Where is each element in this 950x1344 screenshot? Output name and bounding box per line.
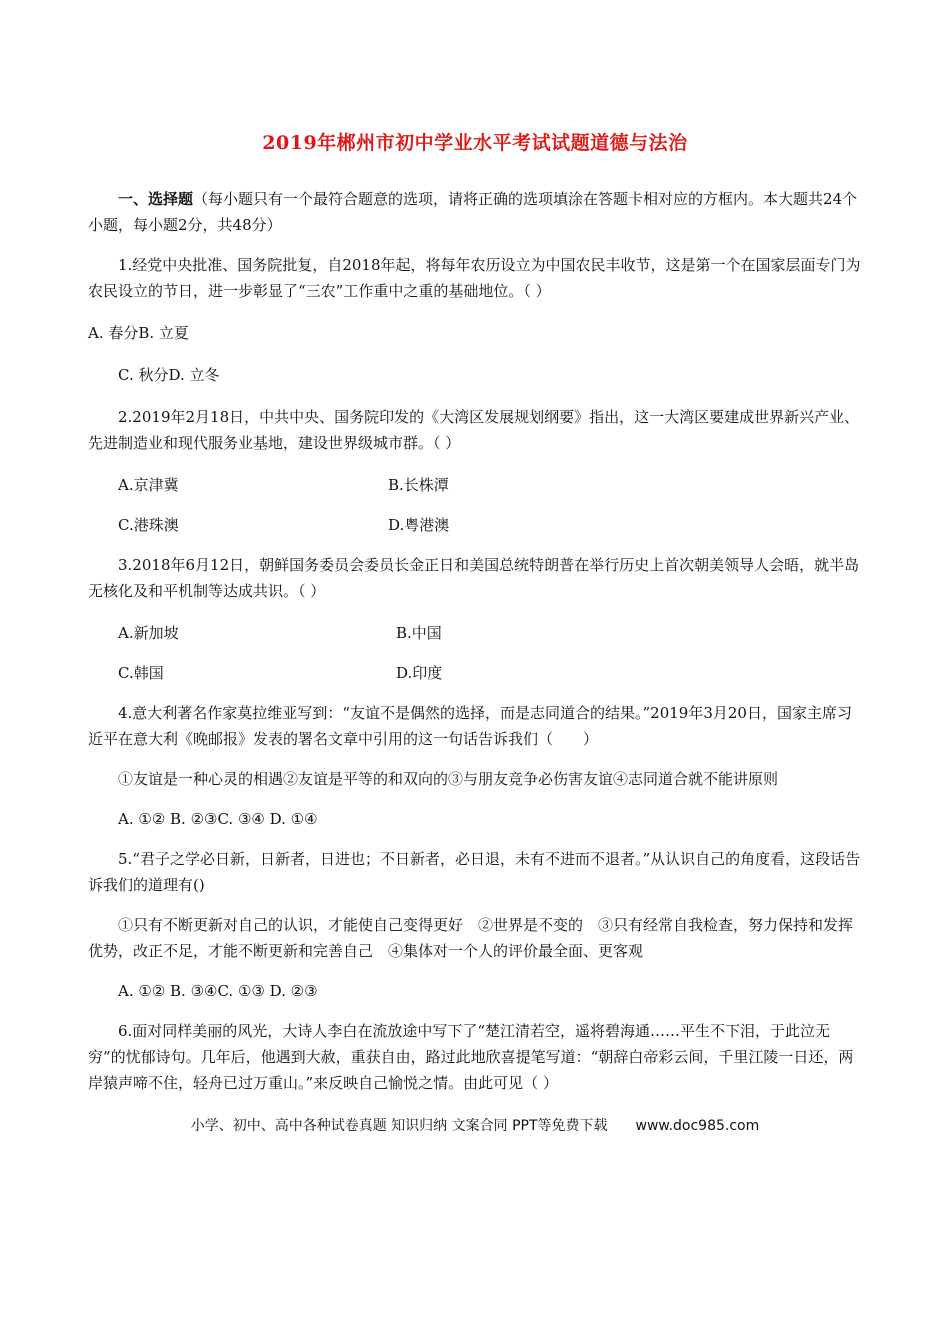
q4-stem: 4.意大利著名作家莫拉维亚写到：“友谊不是偶然的选择，而是志同道合的结果。”2019年3月20日，国家主席习近平在意大利《晚邮报》发表的署名文章中引用的这一句话告诉我们（ ） [88, 704, 852, 748]
q3-option-c: C.韩国 [118, 664, 164, 682]
q1-options-cd: C. 秋分D. 立冬 [118, 366, 220, 384]
q3-option-d: D.印度 [396, 664, 443, 682]
q2-options-row2 [88, 512, 866, 538]
page-title: 2019年郴州市初中学业水平考试试题道德与法治 [262, 132, 688, 154]
q4-statements: ①友谊是一种心灵的相遇②友谊是平等的和双向的③与朋友竞争必伤害友谊④志同道合就不能讲原则 [118, 770, 779, 788]
q3-option-b: B.中国 [396, 624, 442, 642]
q5-statements: ①只有不断更新对自己的认识，才能使自己变得更好 ②世界是不变的 ③只有经常自我检查，努力保持和发挥优势，改正不足，才能不断更新和完善自己 ④集体对一个人的评价最全面、更客观 [88, 916, 854, 960]
footer-text: 小学、初中、高中各种试卷真题 知识归纳 文案合同 PPT等免费下载 [190, 1118, 608, 1134]
q1-options-ab: A. 春分B. 立夏 [88, 324, 189, 342]
q2-option-c: C.港珠澳 [118, 516, 179, 534]
q5-stem: 5.“君子之学必日新，日新者，日进也；不日新者，必日退，未有不进而不退者。”从认识自己的角度看，这段话告诉我们的道理有() [88, 850, 861, 894]
q3-options-row2 [88, 660, 866, 686]
q3-options-row1 [88, 620, 866, 646]
q2-stem: 2.2019年2月18日，中共中央、国务院印发的《大湾区发展规划纲要》指出，这一大湾区要建成世界新兴产业、先进制造业和现代服务业基地，建设世界级城市群。（ ） [88, 408, 860, 452]
page-footer [0, 1115, 950, 1135]
q2-option-b: B.长株潭 [388, 476, 449, 494]
footer-link[interactable]: www.doc985.com [635, 1118, 760, 1134]
exam-content [88, 186, 866, 1096]
q2-option-d: D.粤港澳 [388, 516, 450, 534]
section-instructions: 一、选择题（每小题只有一个最符合题意的选项，请将正确的选项填涂在答题卡相对应的方框内。本大题共24个小题，每小题2分，共48分） [88, 190, 858, 234]
q1-stem: 1.经党中央批准、国务院批复，自2018年起，将每年农历设立为中国农民丰收节，这是第一个在国家层面专门为农民设立的节日，进一步彰显了“三农”工作重中之重的基础地位。（ ） [88, 256, 861, 300]
q5-options: A. ①② B. ③④C. ①③ D. ②③ [118, 982, 318, 1000]
q2-option-a: A.京津冀 [118, 476, 179, 494]
section-heading: 一、选择题 [118, 190, 194, 208]
q3-stem: 3.2018年6月12日，朝鲜国务委员会委员长金正日和美国总统特朗普在举行历史上首次朝美领导人会晤，就半岛无核化及和平机制等达成共识。（ ） [88, 556, 860, 600]
q4-options: A. ①② B. ②③C. ③④ D. ①④ [118, 810, 318, 828]
q3-option-a: A.新加坡 [118, 624, 179, 642]
q2-options-row1 [88, 472, 866, 498]
q6-stem: 6.面对同样美丽的风光，大诗人李白在流放途中写下了“楚江清若空，遥将碧海通……平生不下泪，于此泣无穷”的忧郁诗句。几年后，他遇到大赦，重获自由，路过此地欣喜提笔写道：“朝辞白帝彩云间，千里江陵一日还，两岸猿声啼不住，轻舟已过万重山。”来反映自己愉悦之情。由此可见（ ） [88, 1022, 854, 1092]
